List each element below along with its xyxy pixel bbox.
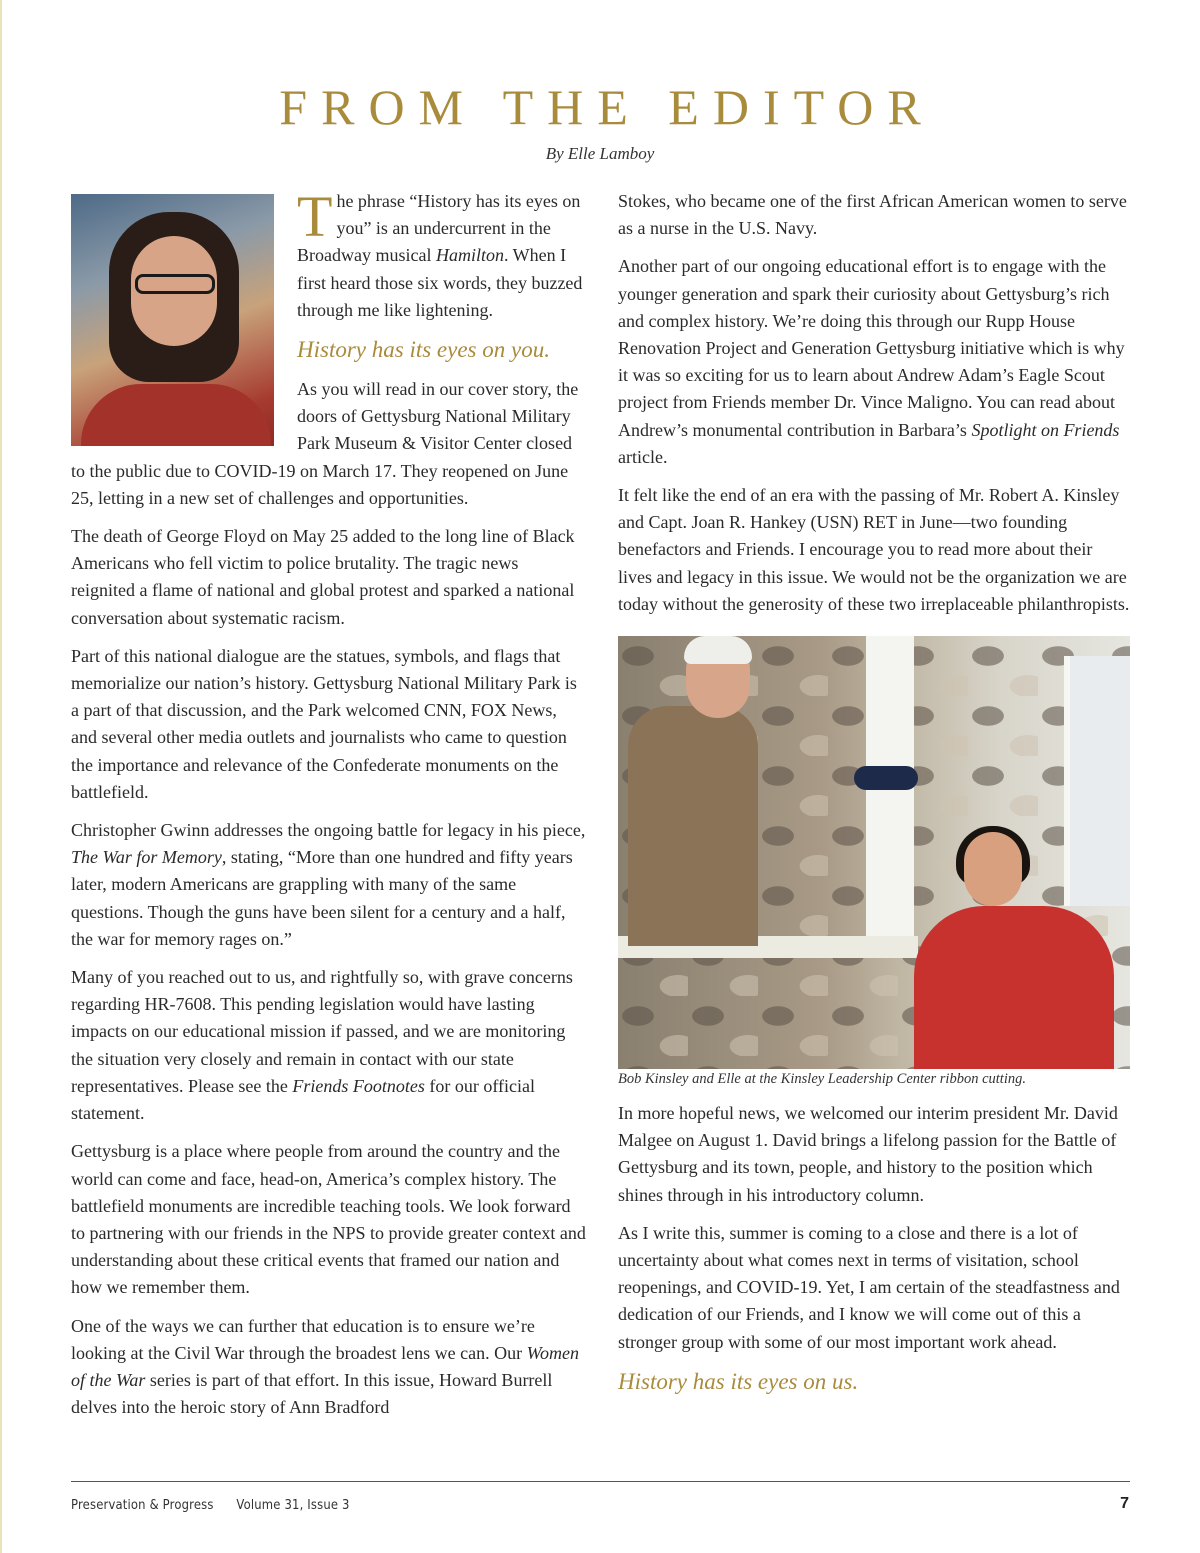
left-column [71,184,586,1432]
page-number: 7 [1120,1495,1129,1512]
photo-caption: Bob Kinsley and Elle at the Kinsley Leadership Center ribbon cutting. [618,1071,1026,1088]
page-title: FROM THE EDITOR [279,79,935,135]
paragraph-summer: As I write this, summer is coming to a close and there is a lot of uncertainty about what comes next in terms of visitation, school reopenings, and COVID-19. Yet, I am certain of the steadfastness and dedication of our Friends, and I know we will come out of this a stronger group with some of our most important work ahead. [618,1222,1120,1352]
pull-quote: History has its eyes on you. [297,337,550,363]
byline: By Elle Lamboy [545,144,655,163]
page-edge-rule [0,0,2,1553]
paragraph-education: One of the ways we can further that education is to ensure we’re looking at the Civil War through the broadest lens we can. Our Women of the War series is part of that effort. In this issue, Howard Burrell delves into the heroic story of Ann Bradford [71,1315,579,1418]
paragraph-younger-generation: Another part of our ongoing educational effort is to engage with the younger generation and spark their curiosity about Gettysburg’s rich and complex history. We’re doing this through our Rupp House Renovation Project and Generation Gettysburg initiative which is why it was so exciting for us to learn about Andrew Adam’s Eagle Scout project from Friends member Dr. Vince Maligno. You can read about Andrew’s monumental contribution in Barbara’s Spotlight on Friends article. [618,256,1125,467]
footer-volume: Volume 31, Issue 3 [236,1497,350,1513]
paragraph-george-floyd: The death of George Floyd on May 25 added to the long line of Black Americans who fell victim to police brutality. The tragic news reignited a flame of national and global protest and sparked a national conversation about systematic racism. [71,526,575,628]
paragraph-cover-story: As you will read in our cover story, the doors of Gettysburg National Military Park Museum & Visitor Center closed to the public due to COVID-19 on March 17. They reopened on June 25, letting in a new set of challenges and opportunities. [71,379,579,508]
paragraph-hr-7608: Many of you reached out to us, and rightfully so, with grave concerns regarding HR-7608. This pending legislation would have lasting impacts on our educational mission if passed, and we are monitoring the situation very closely and remain in contact with our state representatives. Please see the Friends Footnotes for our official statement. [71,967,573,1124]
drop-cap: T [297,184,333,249]
editor-portrait-photo [71,194,274,446]
intro-paragraph: The phrase “History has its eyes on you” is an undercurrent in the Broadway musical Hamilton. When I first heard those six words, they buzzed through me like lightening. [297,184,583,320]
footer-publication: Preservation & Progress [71,1497,214,1513]
paragraph-national-dialogue: Part of this national dialogue are the statues, symbols, and flags that memorialize our nation’s history. Gettysburg National Military Park is a part of that discussion, and the Park welcomed CNN, FOX News, and several other media outlets and journalists who came to question the importance and relevance of the Confederate monuments on the battlefield. [71,645,577,802]
closing-quote: History has its eyes on us. [618,1368,859,1394]
paragraph-hopeful-news: In more hopeful news, we welcomed our interim president Mr. David Malgee on August 1. David brings a lifelong passion for the Battle of Gettysburg and its town, people, and history to the position which shines through in his introductory column. [618,1103,1118,1205]
paragraph-end-of-era: It felt like the end of an era with the passing of Mr. Robert A. Kinsley and Capt. Joan R. Hankey (USN) RET in June—two founding benefactors and Friends. I encourage you to read more about their lives and legacy in this issue. We would not be the organization we are today without the generosity of these two irreplaceable philanthropists. [618,485,1130,614]
ribbon-cutting-photo [618,636,1130,1069]
right-column [618,188,1130,1408]
paragraph-stokes: Stokes, who became one of the first African American women to serve as a nurse in the U.S. Navy. [618,191,1127,239]
paragraph-gwinn: Christopher Gwinn addresses the ongoing battle for legacy in his piece, The War for Memory, stating, “More than one hundred and fifty years later, modern Americans are grappling with many of the same questions. Though the guns have been silent for a century and a half, the war for memory rages on.” [71,820,586,949]
footer-publication-info [71,1497,369,1513]
footer-divider [71,1481,1130,1482]
paragraph-gettysburg-place: Gettysburg is a place where people from around the country and the world can come and face, head-on, America’s complex history. The battlefield monuments are incredible teaching tools. We look forward to partnering with our friends in the NPS to provide greater context and understanding about these critical events that framed our nation and how we remember them. [71,1141,586,1298]
